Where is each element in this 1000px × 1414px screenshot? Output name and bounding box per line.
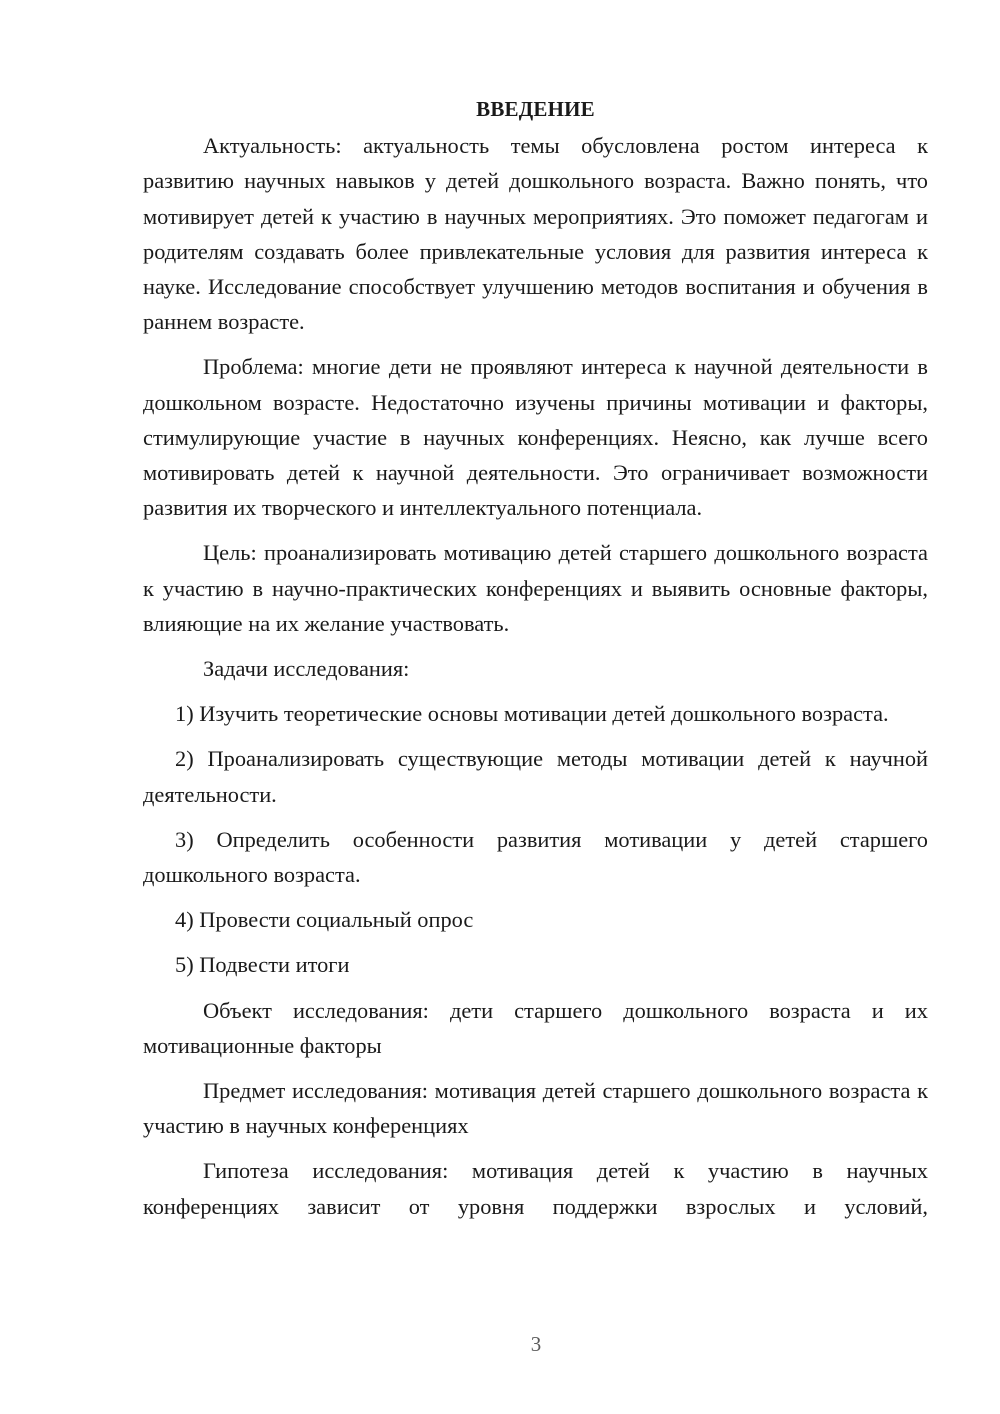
goal-paragraph: Цель: проанализировать мотивацию детей старшего дошкольного возраста к участию в научно-практических конференциях и выявить основные факторы, влияющие на их желание участвовать. <box>143 540 928 636</box>
task-item-1: 1) Изучить теоретические основы мотивации детей дошкольного возраста. <box>175 701 889 727</box>
object-paragraph: Объект исследования: дети старшего дошкольного возраста и их мотивационные факторы <box>143 997 928 1058</box>
task-item-4: 4) Провести социальный опрос <box>175 907 474 933</box>
page-number: 3 <box>530 1332 542 1356</box>
task-item-5: 5) Подвести итоги <box>175 952 350 978</box>
task-item-2: 2) Проанализировать существующие методы мотивации детей к научной деятельности. <box>143 746 928 807</box>
problem-paragraph: Проблема: многие дети не проявляют интереса к научной деятельности в дошкольном возрасте. Недостаточно изучены причины мотивации и факторы, стимулирующие участие в научных конференциях. Неясно, как лучше всего мотивировать детей к научной деятельности. Это ограничивает возможности развития их творческого и интеллектуального потенциала. <box>143 354 928 521</box>
section-title: ВВЕДЕНИЕ <box>476 97 595 121</box>
document-page <box>143 92 928 1234</box>
relevance-paragraph: Актуальность: актуальность темы обусловлена ростом интереса к развитию научных навыков у детей дошкольного возраста. Важно понять, что мотивирует детей к участию в научных мероприятиях. Это поможет педагогам и родителям создавать более привлекательные условия для развития интереса к науке. Исследование способствует улучшению методов воспитания и обучения в раннем возрасте. <box>143 133 928 335</box>
subject-paragraph: Предмет исследования: мотивация детей старшего дошкольного возраста к участию в научных конференциях <box>143 1078 928 1139</box>
tasks-heading: Задачи исследования: <box>203 656 410 682</box>
hypothesis-paragraph: Гипотеза исследования: мотивация детей к участию в научных конференциях зависит от уровня поддержки взрослых и условий, <box>143 1158 928 1219</box>
task-item-3: 3) Определить особенности развития мотивации у детей старшего дошкольного возраста. <box>143 826 928 888</box>
